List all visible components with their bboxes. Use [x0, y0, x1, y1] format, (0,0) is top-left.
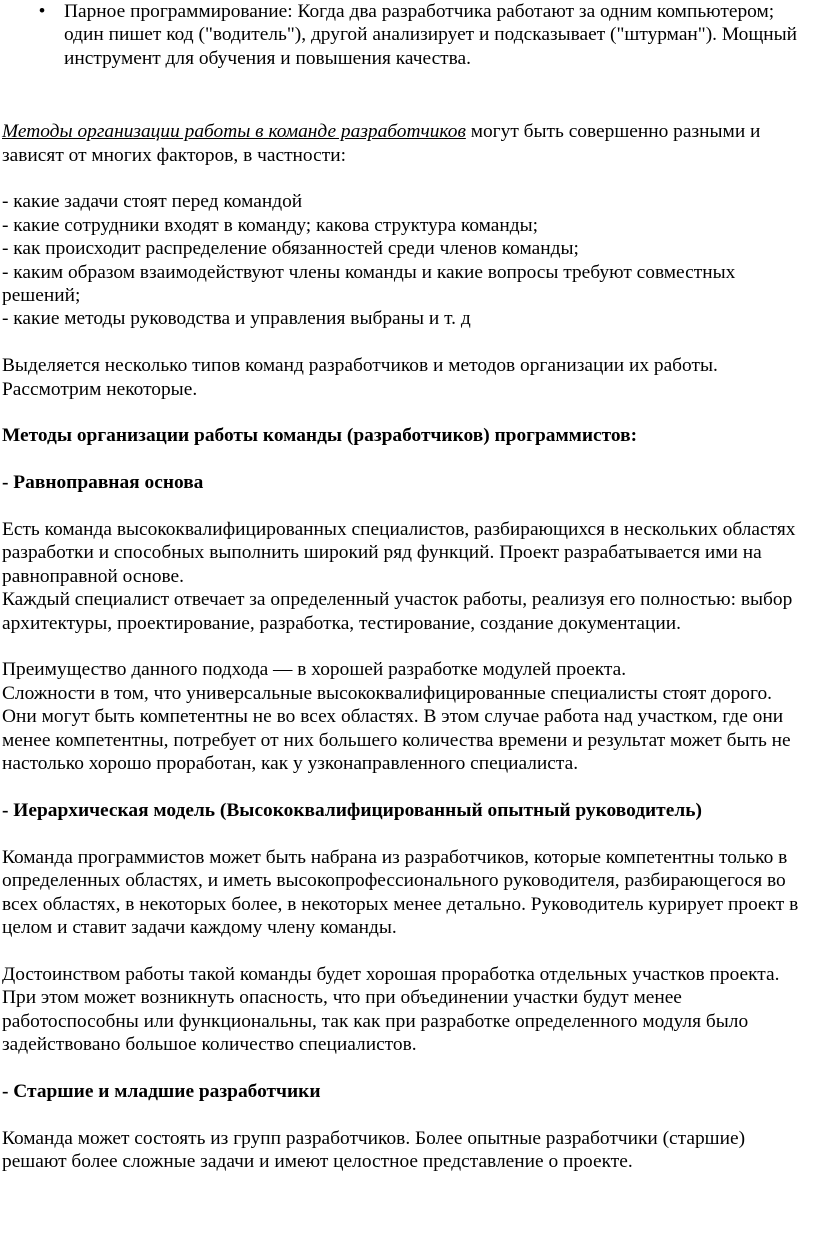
- spacer: [2, 70, 808, 117]
- section-hier-para: Достоинством работы такой команды будет хорошая проработка отдельных участков проекта.: [2, 963, 780, 985]
- section-hier-para: Команда программистов может быть набрана из разработчиков, которые компетентны только в определенных областях, и иметь высокопрофессионального руководителя, разбирающегося во всех областях, в некоторых более, в некоторых менее детально. Руководитель курирует проект в целом и ставит задачи каждому члену команды.: [2, 846, 799, 938]
- spacer: [2, 167, 808, 190]
- spacer: [2, 939, 808, 962]
- spacer: [2, 822, 808, 845]
- section-hier-para: При этом может возникнуть опасность, что при объединении участки будут менее работоспособны или функциональны, так как при разработке определенного модуля было задействовано большое количество специалистов.: [2, 987, 749, 1055]
- section-equal-para: Преимущество данного подхода — в хорошей разработке модулей проекта.: [2, 659, 627, 681]
- bullet-pair-programming: [2, 0, 808, 70]
- factor-item: - как происходит распределение обязанностей среди членов команды;: [2, 238, 579, 260]
- bullet-marker: •: [38, 1, 46, 22]
- bullet-pair-programming-text: Парное программирование: Когда два разработчика работают за одним компьютером; один пишет код ("водитель"), другой анализирует и подсказывает ("штурман"). Мощный инструмент для обучения и повышения качества.: [64, 1, 798, 69]
- section-equal-para: Есть команда высококвалифицированных специалистов, разбирающихся в нескольких областях разработки и способных выполнить широкий ряд функций. Проект разрабатывается ими на равноправной основе.: [2, 519, 796, 587]
- factor-item: - какие методы руководства и управления выбраны и т. д: [2, 308, 471, 330]
- section-senior-para: Команда может состоять из групп разработчиков. Более опытные разработчики (старшие) решают более сложные задачи и имеют целостное представление о проекте.: [2, 1127, 746, 1172]
- section-hier-heading: - Иерархическая модель (Высококвалифицированный опытный руководитель): [2, 799, 702, 821]
- section-equal-heading: - Равноправная основа: [2, 472, 204, 494]
- spacer: [2, 1056, 808, 1079]
- methods-heading: Методы организации работы команды (разработчиков) программистов:: [2, 425, 638, 447]
- spacer: [2, 448, 808, 471]
- section-senior-heading: - Старшие и младшие разработчики: [2, 1080, 321, 1102]
- factors-list: [2, 190, 808, 330]
- section-equal-para: Каждый специалист отвечает за определенный участок работы, реализуя его полностью: выбор архитектуры, проектирование, разработка, тестирование, создание документации.: [2, 589, 793, 634]
- section-equal-para: Сложности в том, что универсальные высококвалифицированные специалисты стоят дорого. Они могут быть компетентны не во всех областях. В этом случае работа над участком, где они менее компетентны, потребует от них большего количества времени и результат может быть не настолько хорошо проработан, как у узконаправленного специалиста.: [2, 682, 791, 775]
- factor-item: - каким образом взаимодействуют члены команды и какие вопросы требуют совместных решений;: [2, 261, 736, 307]
- spacer: [2, 1103, 808, 1126]
- spacer: [2, 331, 808, 354]
- factor-item: - какие сотрудники входят в команду; какова структура команды;: [2, 214, 539, 236]
- intro-emphasis: Методы организации работы в команде разработчиков: [2, 121, 466, 143]
- factor-item: - какие задачи стоят перед командой: [2, 191, 303, 213]
- spacer: [2, 495, 808, 518]
- intro-paragraph: [2, 120, 808, 167]
- types-intro: Выделяется несколько типов команд разработчиков и методов организации их работы. Рассмотрим некоторые.: [2, 355, 718, 400]
- spacer: [2, 776, 808, 799]
- spacer: [2, 635, 808, 658]
- intro-rest: могут быть совершенно разными и зависят от многих факторов, в частности:: [2, 121, 761, 166]
- spacer: [2, 401, 808, 424]
